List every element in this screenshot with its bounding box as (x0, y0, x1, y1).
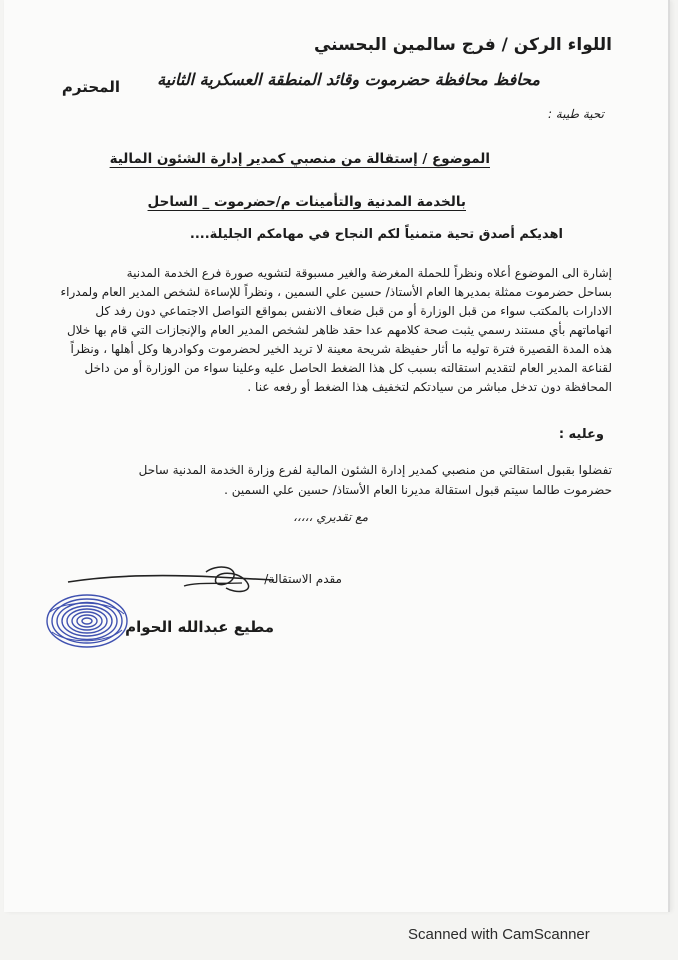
subject-line-2: بالخدمة المدنية والتأمينات م/حضرموت _ الساحل (147, 194, 466, 210)
honorific: المحترم (61, 78, 120, 96)
body-line: لقناعة المدير العام لتقديم استقالته بسبب كل هذا الضغط الحاصل عليه وعلينا سواء من الوزارة أو من داخل (84, 361, 612, 375)
recipient-name: اللواء الركن / فرج سالمين البحسني (313, 35, 612, 55)
fingerprint-stamp-icon (44, 592, 130, 650)
submitter-label: مقدم الاستقالة/ (264, 572, 342, 586)
greeting: تحية طيبة : (547, 107, 604, 121)
request-line: حضرموت طالما سيتم قبول استقالة مديرنا العام الأستاذ/ حسين علي السمين . (224, 483, 612, 497)
therefore-label: وعليه : (558, 427, 604, 442)
closing: مع تقديري ،،،،، (293, 510, 368, 524)
letter-page (4, 0, 670, 912)
body-paragraph (12, 264, 612, 397)
scanner-watermark: Scanned with CamScanner (408, 926, 590, 943)
subject-line-1: الموضوع / إستقالة من منصبي كمدير إدارة الشئون المالية (109, 151, 490, 167)
body-line: هذه المدة القصيرة فترة توليه ما أثار حفيظة شريحة معينة لا تريد الخير لحضرموت وكوادرها وكل أهلها ، ونظراً (70, 342, 612, 356)
body-line: المحافظة دون تدخل مباشر من سيادتكم لتخفيف هذا الضغط أو رفعه عنا . (247, 380, 612, 394)
body-line: بساحل حضرموت ممثلة بمديرها العام الأستاذ/ حسين علي السمين ، ونظراً للإساءة لشخص المدير العام ولمدراء (60, 285, 612, 299)
body-line: الادارات بالمكتب سواء من قبل الوزارة أو من قبل ضعاف الانفس بمواقع التواصل الاجتماعي دون رفد كل (95, 304, 612, 318)
request-paragraph (12, 460, 612, 500)
body-line: اتهاماتهم بأي مستند رسمي يثبت صحة كلامهم عدا حقد ظاهر لشخص المدير العام والإنجازات التي قام بها خلال (66, 323, 612, 337)
signature-icon (66, 562, 276, 596)
body-line: إشارة الى الموضوع أعلاه ونظراً للحملة المغرضة والغير مسبوقة لتشويه صورة فرع الخدمة المدنية (126, 266, 612, 280)
recipient-title: محافظ محافظة حضرموت وقائد المنطقة العسكرية الثانية (157, 70, 540, 89)
opening-greeting: اهديكم أصدق تحية متمنياً لكم النجاح في مهامكم الجليلة.... (189, 227, 563, 242)
submitter-name: مطيع عبدالله الحوام (125, 618, 274, 636)
request-line: تفضلوا بقبول استقالتي من منصبي كمدير إدارة الشئون المالية لفرع وزارة الخدمة المدنية ساحل (138, 463, 612, 477)
